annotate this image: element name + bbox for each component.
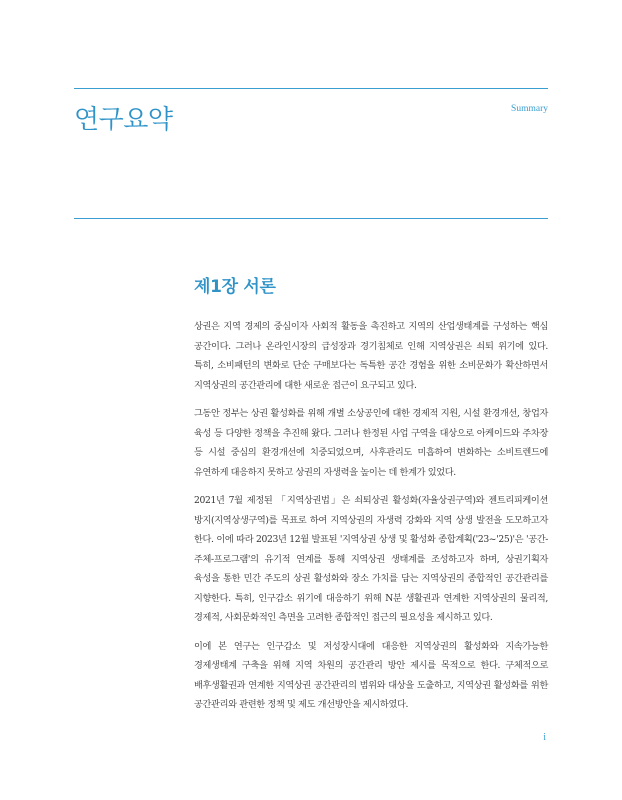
- summary-label: Summary: [511, 104, 548, 114]
- header-top-rule: [74, 88, 548, 89]
- paragraph: 이에 본 연구는 인구감소 및 저성장시대에 대응한 지역상권의 활성화와 지속가능한 경제생태계 구축을 위해 지역 차원의 공간관리 방안 제시를 목적으로 한다. 구체적으로 배후생활권과 연계한 지역상권 공간관리의 범위와 대상을 도출하고, 지역상권 활성화를 위한 공간관리와 관련한 정책 및 제도 개선방안을 제시하였다.: [194, 640, 548, 710]
- chapter-title: 제1장 서론: [194, 277, 276, 297]
- chapter-body: [194, 317, 548, 724]
- paragraph: 2021년 7월 제정된 「지역상권법」은 쇠퇴상권 활성화(자율상권구역)와 젠트리피케이션 방지(지역상생구역)를 목표로 하여 지역상권의 자생력 강화와 지역 상생 발전을 도모하고자 한다. 이에 따라 2023년 12월 발표된 '지역상권 상생 및 활성화 종합계획('23~'25)'은 '공간-주체-프로그램'의 유기적 연계를 통해 지역상권 생태계를 조성하고자 하며, 상권기획자 육성을 통한 민간 주도의 상권 활성화와 장소 가치를 담는 지역상권의 종합적인 공간관리를 지향한다. 특히, 인구감소 위기에 대응하기 위해 N분 생활권과 연계한 지역상권의 물리적, 경제적, 사회문화적인 측면을 고려한 종합적인 접근의 필요성을 제시하고 있다.: [194, 495, 548, 623]
- paragraph: 상권은 지역 경제의 중심이자 사회적 활동을 촉진하고 지역의 산업생태계를 구성하는 핵심 공간이다. 그러나 온라인시장의 급성장과 경기침체로 인해 지역상권은 쇠퇴 위기에 있다. 특히, 소비패턴의 변화로 단순 구매보다는 독특한 공간 경험을 위한 소비문화가 확산하면서 지역상권의 공간관리에 대한 새로운 접근이 요구되고 있다.: [194, 321, 548, 391]
- page-title: 연구요약: [74, 105, 173, 135]
- page-number: i: [543, 732, 546, 743]
- paragraph: 그동안 정부는 상권 활성화를 위해 개별 소상공인에 대한 경제적 지원, 시설 환경개선, 창업자 육성 등 다양한 정책을 추진해 왔다. 그러나 한정된 사업 구역을 대상으로 아케이드와 주차장 등 시설 중심의 환경개선에 치중되었으며, 사후관리도 미흡하여 변화하는 소비트렌드에 유연하게 대응하지 못하고 상권의 자생력을 높이는 데 한계가 있었다.: [194, 408, 548, 478]
- header-bottom-rule: [74, 218, 548, 219]
